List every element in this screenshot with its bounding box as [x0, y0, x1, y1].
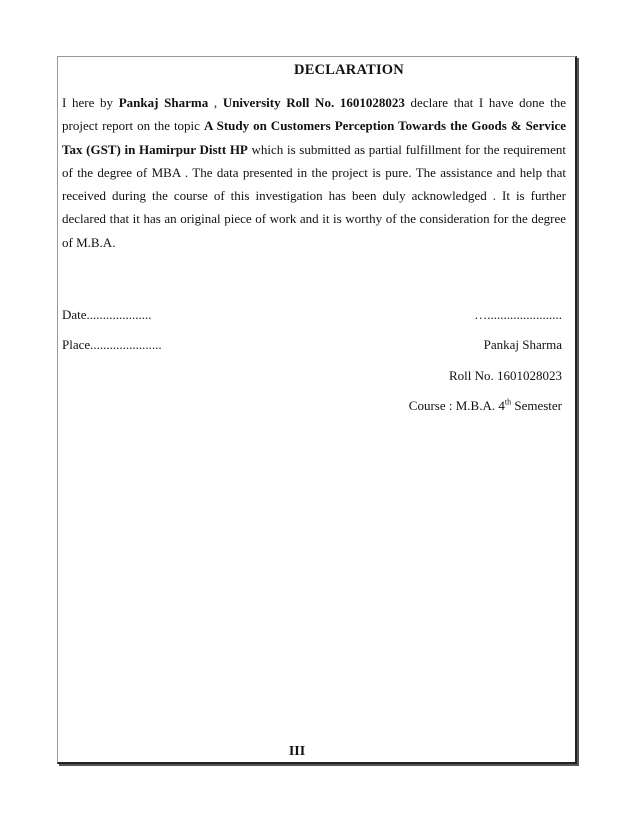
page-title	[0, 62, 638, 79]
student-name: Pankaj Sharma	[118, 95, 209, 110]
course-line	[409, 398, 562, 414]
university-roll: University Roll No. 1601028023	[222, 95, 405, 110]
para-text-2: ,	[208, 95, 223, 110]
course-suffix: Semester	[511, 398, 562, 413]
course-prefix: Course : M.B.A. 4	[408, 398, 505, 413]
page-number	[0, 744, 638, 760]
title-text: DECLARATION	[294, 62, 404, 78]
roll-number: Roll No. 1601028023	[448, 368, 562, 383]
place-line: Place......................	[62, 337, 162, 352]
para-text-3: declare that I have done the project report on the topic	[62, 95, 566, 134]
para-text-4: which is submitted as partial fulfillment for the requirement of the degree of MBA . The data presented in the project is pure. The assistance and help that received during the course of this investigation has been duly acknowledged . It is further declared that it has an original piece of work and it is worthy of the consideration for the degree of M.B.A.	[62, 141, 566, 250]
para-text-1: I here by	[62, 95, 119, 110]
project-topic: A Study on Customers Perception Towards the Goods & Service Tax (GST) in Hamirpur Distt HP	[62, 118, 566, 157]
date-line: Date....................	[62, 307, 152, 322]
page-number-text: III	[288, 744, 306, 759]
course-ordinal: th	[504, 397, 512, 407]
declaration-paragraph	[62, 91, 566, 254]
signature-line: ….......................	[474, 307, 562, 322]
signatory-name: Pankaj Sharma	[483, 337, 562, 352]
